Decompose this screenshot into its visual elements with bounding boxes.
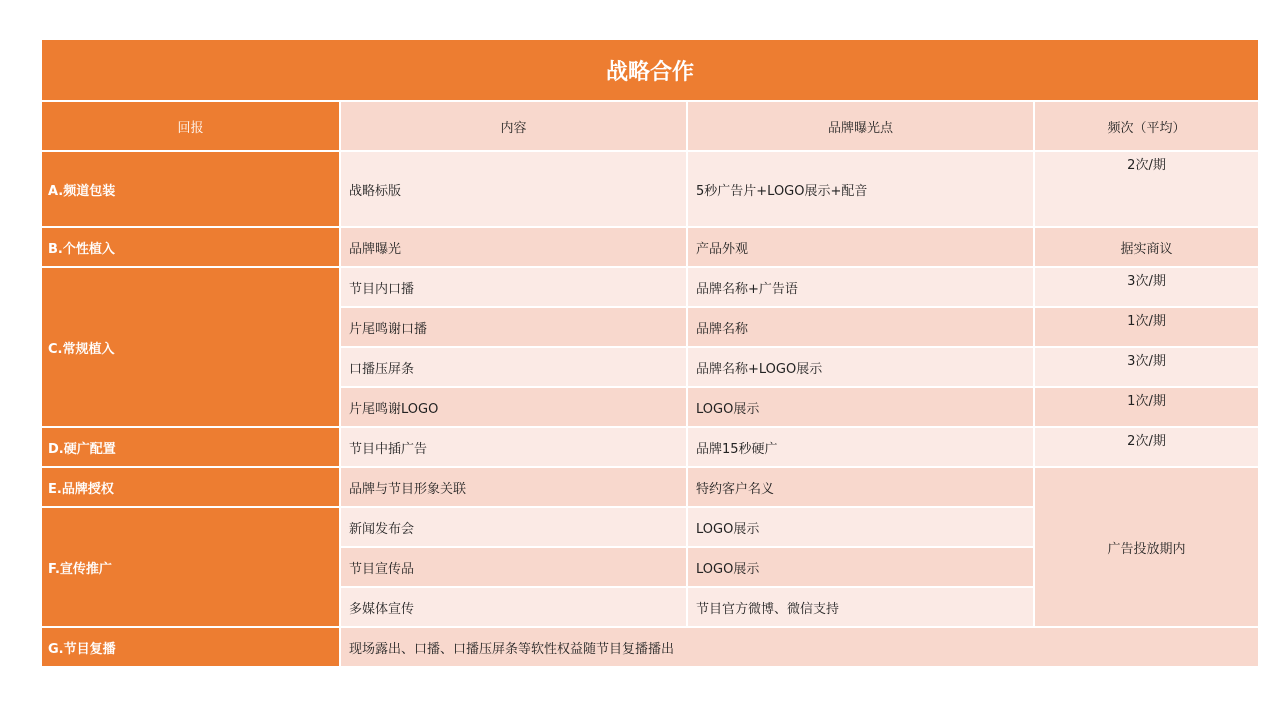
content-cell: 节目内口播: [340, 267, 687, 307]
content-cell: 新闻发布会: [340, 507, 687, 547]
category-b: B.个性植入: [41, 227, 340, 267]
content-cell: 多媒体宣传: [340, 587, 687, 627]
content-cell: 口播压屏条: [340, 347, 687, 387]
table-row: [41, 427, 1259, 467]
exposure-cell: 品牌名称+LOGO展示: [687, 347, 1034, 387]
exposure-cell: 特约客户名义: [687, 467, 1034, 507]
content-cell: 片尾鸣谢LOGO: [340, 387, 687, 427]
table-row: [41, 267, 1259, 307]
strategy-table-container: [40, 38, 1258, 668]
frequency-cell: 据实商议: [1034, 227, 1259, 267]
exposure-cell: LOGO展示: [687, 547, 1034, 587]
table-title: 战略合作: [41, 39, 1259, 101]
content-cell-merged: 现场露出、口播、口播压屏条等软性权益随节目复播播出: [340, 627, 1259, 667]
content-cell: 节目宣传品: [340, 547, 687, 587]
frequency-cell: 2次/期: [1034, 427, 1259, 467]
header-content: 内容: [340, 101, 687, 151]
frequency-cell: 3次/期: [1034, 347, 1259, 387]
exposure-cell: 品牌名称: [687, 307, 1034, 347]
exposure-cell: 产品外观: [687, 227, 1034, 267]
header-row: [41, 101, 1259, 151]
category-f: F.宣传推广: [41, 507, 340, 627]
table-row: [41, 227, 1259, 267]
exposure-cell: LOGO展示: [687, 387, 1034, 427]
content-cell: 品牌曝光: [340, 227, 687, 267]
frequency-cell-merged: 广告投放期内: [1034, 467, 1259, 627]
frequency-cell: 1次/期: [1034, 387, 1259, 427]
exposure-cell: 品牌名称+广告语: [687, 267, 1034, 307]
content-cell: 战略标版: [340, 151, 687, 227]
category-g: G.节目复播: [41, 627, 340, 667]
table-row: [41, 151, 1259, 227]
category-e: E.品牌授权: [41, 467, 340, 507]
frequency-cell: 3次/期: [1034, 267, 1259, 307]
header-return: 回报: [41, 101, 340, 151]
exposure-cell: 节目官方微博、微信支持: [687, 587, 1034, 627]
content-cell: 片尾鸣谢口播: [340, 307, 687, 347]
category-c: C.常规植入: [41, 267, 340, 427]
frequency-cell: 1次/期: [1034, 307, 1259, 347]
exposure-cell: 品牌15秒硬广: [687, 427, 1034, 467]
title-row: [41, 39, 1259, 101]
table-row: [41, 467, 1259, 507]
content-cell: 节目中插广告: [340, 427, 687, 467]
content-cell: 品牌与节目形象关联: [340, 467, 687, 507]
frequency-cell: 2次/期: [1034, 151, 1259, 227]
category-d: D.硬广配置: [41, 427, 340, 467]
exposure-cell: LOGO展示: [687, 507, 1034, 547]
header-frequency: 频次（平均）: [1034, 101, 1259, 151]
category-a: A.频道包装: [41, 151, 340, 227]
table-row: [41, 627, 1259, 667]
exposure-cell: 5秒广告片+LOGO展示+配音: [687, 151, 1034, 227]
strategy-table: [40, 38, 1260, 668]
header-exposure: 品牌曝光点: [687, 101, 1034, 151]
